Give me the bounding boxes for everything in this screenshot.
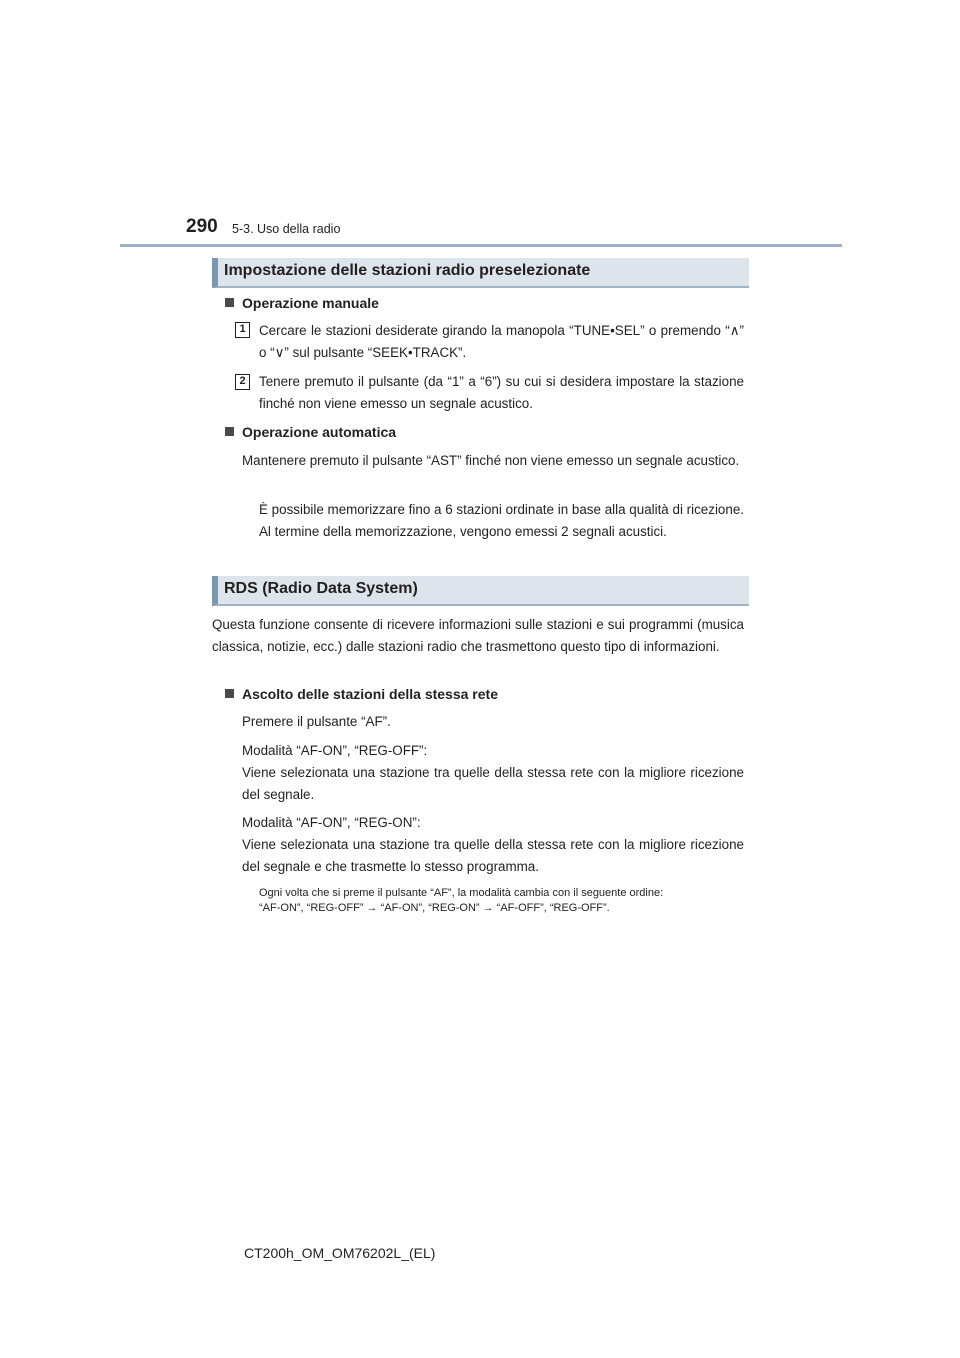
manual-operation-heading [225, 295, 379, 311]
mode1-text: Viene selezionata una stazione tra quelle della stessa rete con la migliore ricezione del segnale. [242, 765, 744, 802]
step-text: Tenere premuto il pulsante (da “1” a “6”) su cui si desidera impostare la stazione finché non viene emesso un segnale acustico. [259, 374, 744, 411]
mode1-label: Modalità “AF-ON”, “REG-OFF”: [242, 743, 428, 758]
same-network-heading [225, 686, 498, 702]
step-number-badge: 2 [235, 374, 250, 390]
section-reference: 5-3. Uso della radio [232, 222, 341, 236]
manual-operation-label: Operazione manuale [242, 295, 379, 311]
preset-section-title: Impostazione delle stazioni radio preselezionate [224, 262, 591, 279]
automatic-operation-heading [225, 424, 396, 440]
mode2-text: Viene selezionata una stazione tra quelle della stessa rete con la migliore ricezione del segnale e che trasmette lo stesso programma. [242, 837, 744, 874]
step-text: Cercare le stazioni desiderate girando la manopola “TUNE•SEL” o premendo “∧” o “∨” sul pulsante “SEEK•TRACK”. [259, 323, 744, 360]
square-bullet-icon [225, 427, 234, 436]
rds-intro-text: Questa funzione consente di ricevere informazioni sulle stazioni e sui programmi (musica classica, notizie, ecc.) dalle stazioni radio che trasmettono questo tipo di informazioni. [212, 617, 744, 654]
same-network-label: Ascolto delle stazioni della stessa rete [242, 686, 498, 702]
page-number: 290 [186, 216, 218, 237]
square-bullet-icon [225, 689, 234, 698]
header-divider [120, 244, 842, 247]
automatic-operation-detail: È possibile memorizzare fino a 6 stazioni ordinate in base alla qualità di ricezione. Al termine della memorizzazione, vengono emessi 2 segnali acustici. [259, 502, 744, 539]
preset-section-header [212, 258, 749, 288]
document-code: CT200h_OM_OM76202L_(EL) [244, 1245, 436, 1261]
press-af-text: Premere il pulsante “AF”. [242, 714, 391, 729]
automatic-operation-text: Mantenere premuto il pulsante “AST” finché non viene emesso un segnale acustico. [242, 453, 740, 468]
mode2-label: Modalità “AF-ON”, “REG-ON”: [242, 815, 421, 830]
mode-cycle-note-line1: Ogni volta che si preme il pulsante “AF”, la modalità cambia con il seguente ordine: [259, 887, 664, 899]
square-bullet-icon [225, 298, 234, 307]
automatic-operation-label: Operazione automatica [242, 424, 397, 440]
rds-section-title: RDS (Radio Data System) [224, 580, 418, 597]
step-number-badge: 1 [235, 322, 250, 338]
mode-cycle-note-line2: “AF-ON”, “REG-OFF” → “AF-ON”, “REG-ON” → “AF-OFF”, “REG-OFF”. [259, 902, 610, 914]
rds-section-header [212, 576, 749, 606]
